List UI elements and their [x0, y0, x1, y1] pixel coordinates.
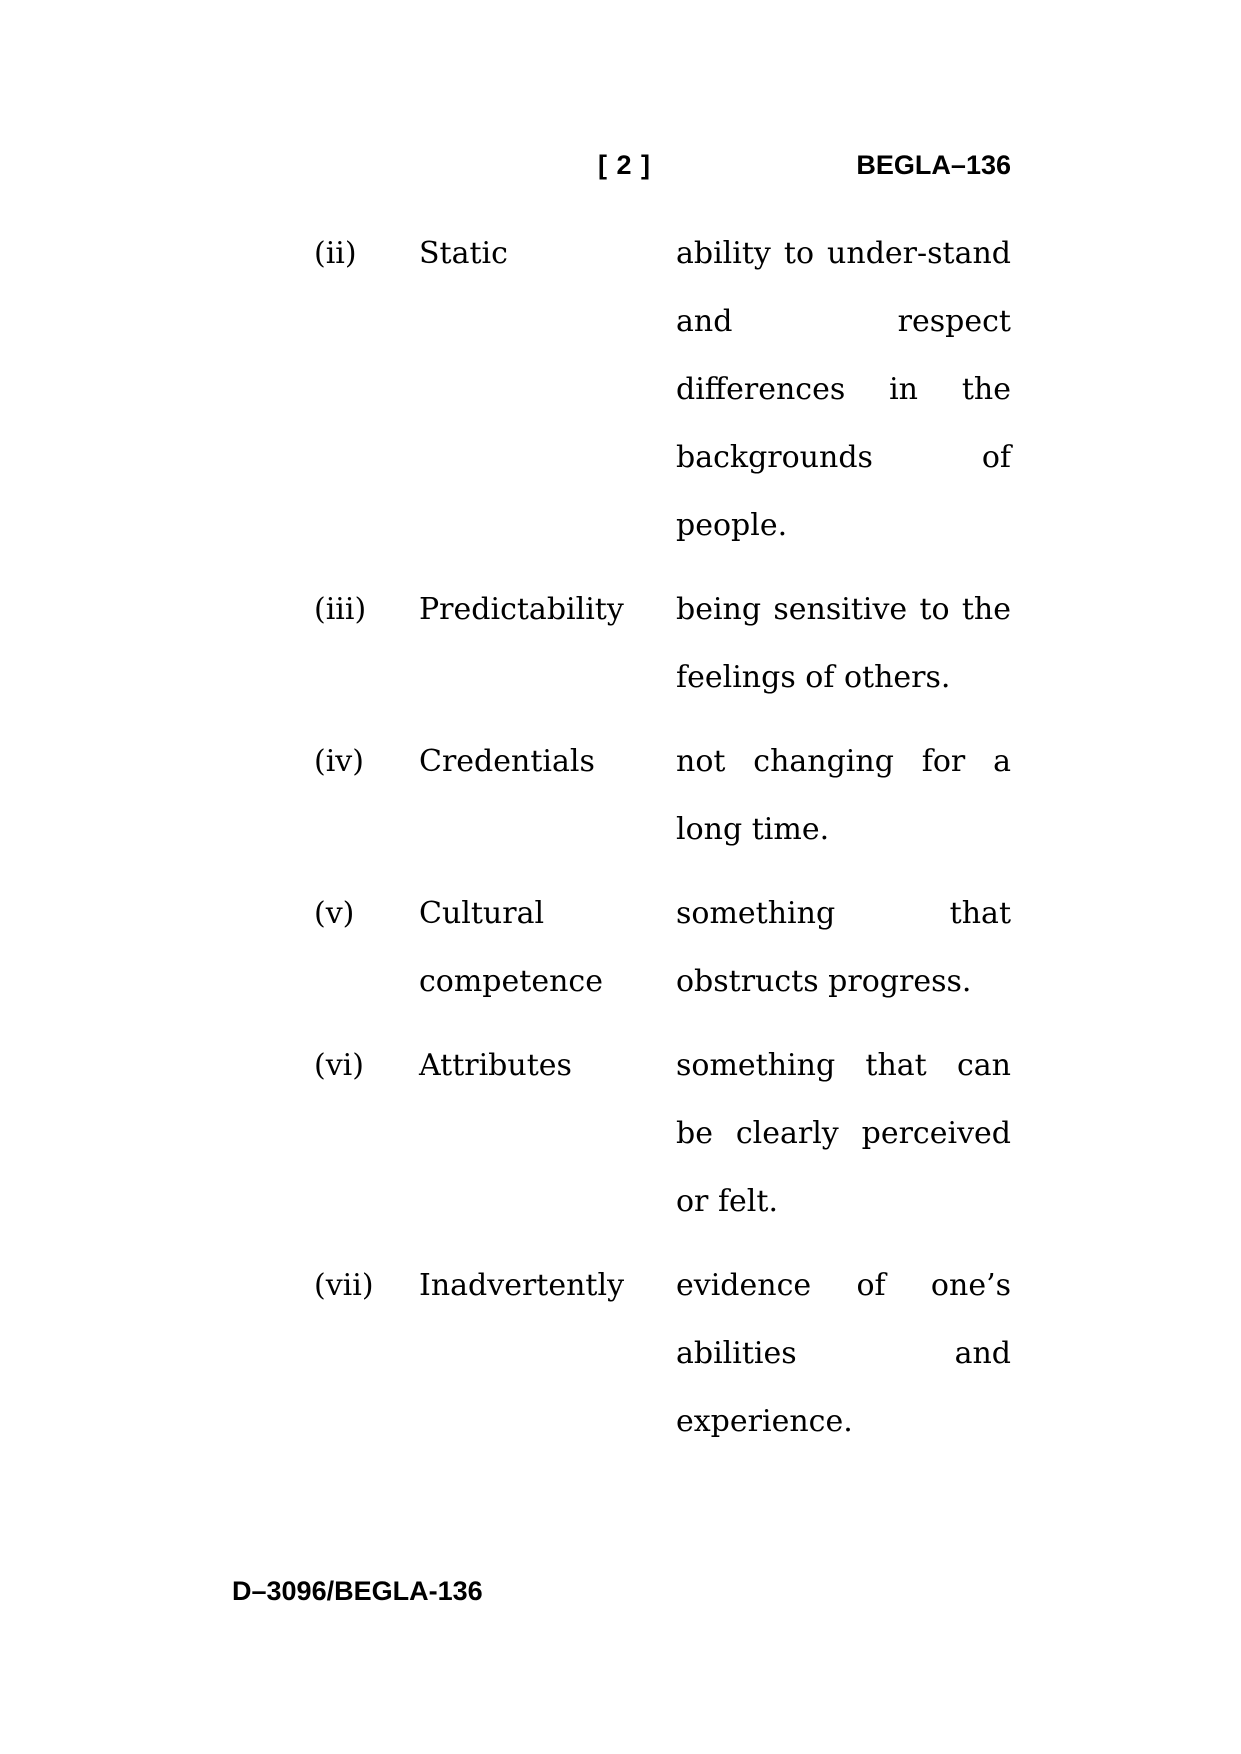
item-number: (ii) — [314, 236, 357, 271]
item-definition: evidence of one’s abilities and experience. — [676, 1268, 1011, 1439]
item-definition: not changing for a long time. — [676, 744, 1011, 847]
item-term: Inadvertently — [419, 1268, 625, 1303]
item-definition: being sensitive to the feelings of others. — [676, 592, 1011, 695]
list-item — [314, 880, 1011, 1016]
item-term: Credentials — [419, 744, 595, 779]
list-item — [314, 576, 1011, 712]
paper-code: BEGLA–136 — [856, 150, 1011, 180]
item-term: Attributes — [419, 1048, 572, 1083]
list-item — [314, 1032, 1011, 1236]
list-item — [314, 220, 1011, 560]
item-definition: something that obstructs progress. — [676, 896, 1011, 999]
item-number: (v) — [314, 896, 355, 931]
matching-list — [314, 220, 1011, 1472]
item-term: Cultural competence — [419, 896, 603, 999]
list-item — [314, 728, 1011, 864]
footer-code: D–3096/BEGLA-136 — [232, 1576, 483, 1606]
item-number: (vii) — [314, 1268, 374, 1303]
item-number: (vi) — [314, 1048, 364, 1083]
page-number: [ 2 ] — [598, 150, 652, 180]
item-definition: something that can be clearly perceived or felt. — [676, 1048, 1011, 1219]
item-term: Predictability — [419, 592, 624, 627]
item-number: (iii) — [314, 592, 367, 627]
list-item — [314, 1252, 1011, 1456]
item-number: (iv) — [314, 744, 364, 779]
item-definition: ability to under-stand and respect differences in the backgrounds of people. — [676, 236, 1011, 543]
item-term: Static — [419, 236, 508, 271]
